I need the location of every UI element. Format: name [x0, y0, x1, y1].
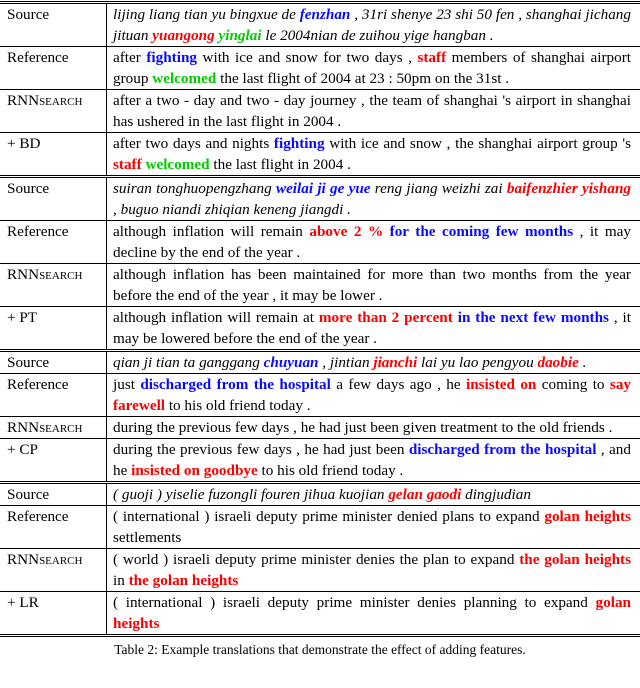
text-segment: , jintian: [318, 354, 374, 371]
table-row: [0, 46, 640, 89]
row-label: Reference: [0, 374, 107, 416]
highlight-blue: fenzhan: [299, 6, 351, 23]
text-segment: after two days and nights: [113, 135, 274, 152]
table-row: [0, 591, 640, 634]
table-row: [0, 263, 640, 306]
row-label: + LR: [0, 592, 107, 634]
text-segment: after a two - day and two - day journey , the team of shanghai 's airport in shanghai has ushered in the last flight in 2004 .: [113, 92, 631, 130]
row-label: Source: [0, 178, 107, 220]
text-segment: reng jiang weizhi zai: [370, 180, 507, 197]
row-content: [107, 4, 640, 46]
highlight-green: yinglai: [218, 27, 262, 44]
row-label: Reference: [0, 221, 107, 263]
text-segment: during the previous few days , he had just been: [113, 441, 409, 458]
text-segment: dingjudian: [461, 486, 531, 503]
row-content: [107, 506, 640, 548]
highlight-red: jianchi: [373, 354, 418, 371]
table-row: [0, 306, 640, 349]
highlight-red: golan heights: [113, 594, 631, 632]
highlight-red: insisted on goodbye: [131, 462, 258, 479]
text-segment: to his old friend today .: [165, 397, 311, 414]
table-row: [0, 89, 640, 132]
highlight-red: staff: [113, 156, 142, 173]
row-label: RNNsearch: [0, 264, 107, 306]
table-row: [0, 505, 640, 548]
row-content: [107, 439, 640, 481]
text-segment: with ice and snow , the shanghai airport group 's: [324, 135, 631, 152]
row-content: [107, 352, 640, 373]
table-row: [0, 373, 640, 416]
row-content: [107, 221, 640, 263]
highlight-green: welcomed: [152, 70, 217, 87]
highlight-red: more than 2 percent: [318, 309, 453, 326]
row-label: + BD: [0, 133, 107, 175]
highlight-blue: fighting: [273, 135, 325, 152]
highlight-blue: chuyuan: [263, 354, 319, 371]
table-row: [0, 132, 640, 175]
row-label: Source: [0, 352, 107, 373]
text-segment: , it may decline by the end of the year .: [113, 223, 632, 261]
highlight-red: above 2 %: [309, 223, 384, 240]
text-segment: .: [578, 354, 587, 371]
highlight-red: gelan gaodi: [388, 486, 462, 503]
text-segment: , 31ri shenye 23 shi 50 fen , shanghai jichang jituan: [113, 6, 631, 44]
text-segment: ( international ) israeli deputy prime minister denied plans to expand: [113, 508, 545, 525]
row-content: [107, 90, 640, 132]
row-label: RNNsearch: [0, 90, 107, 132]
row-label: Reference: [0, 506, 107, 548]
highlight-red: insisted on: [465, 376, 537, 393]
text-segment: , buguo niandi zhiqian keneng jiangdi .: [113, 201, 351, 218]
highlight-blue: in the next few months: [457, 309, 609, 326]
example-group: [0, 481, 640, 634]
text-segment: suiran tonghuopengzhang: [113, 180, 276, 197]
row-label: RNNsearch: [0, 549, 107, 591]
text-segment: members of shanghai airport group: [113, 49, 631, 87]
highlight-green: welcomed: [145, 156, 210, 173]
row-label: Source: [0, 4, 107, 46]
text-segment: although inflation will remain: [113, 223, 310, 240]
row-content: [107, 307, 640, 349]
highlight-red: yuangong: [152, 27, 215, 44]
example-group: [0, 349, 640, 481]
table-row: [0, 4, 640, 46]
text-segment: a few days ago , he: [330, 376, 466, 393]
row-label: RNNsearch: [0, 417, 107, 438]
row-content: [107, 592, 640, 634]
text-segment: le 2004nian de zuihou yige hangban .: [261, 27, 494, 44]
row-content: [107, 133, 640, 175]
table-caption: Table 2: Example translations that demonstrate the effect of adding features.: [114, 642, 526, 657]
row-label: Source: [0, 484, 107, 505]
row-content: [107, 47, 640, 89]
text-segment: , and he: [113, 441, 631, 479]
text-segment: although inflation has been maintained for more than two months from the year before the end of the year , it may be lower .: [113, 266, 631, 304]
highlight-blue: for the coming few months: [389, 223, 574, 240]
text-segment: coming to: [536, 376, 610, 393]
row-content: [107, 374, 640, 416]
row-label: Reference: [0, 47, 107, 89]
highlight-red: staff: [417, 49, 447, 66]
row-content: [107, 417, 640, 438]
text-segment: after: [113, 49, 147, 66]
row-label: + PT: [0, 307, 107, 349]
example-group: [0, 4, 640, 175]
highlight-red: baifenzhier yishang: [506, 180, 631, 197]
example-group: [0, 175, 640, 349]
row-label: + CP: [0, 439, 107, 481]
table-row: [0, 178, 640, 220]
highlight-blue: fighting: [146, 49, 197, 66]
table-row: [0, 484, 640, 505]
highlight-red: the golan heights: [128, 572, 239, 589]
text-segment: lijing liang tian yu bingxue de: [113, 6, 300, 23]
row-content: [107, 264, 640, 306]
highlight-blue: weilai ji ge yue: [275, 180, 371, 197]
table-row: [0, 220, 640, 263]
row-content: [107, 484, 640, 505]
text-segment: settlements: [113, 529, 182, 546]
text-segment: with ice and snow for two days ,: [196, 49, 418, 66]
text-segment: ( international ) israeli deputy prime minister denies planning to expand: [113, 594, 596, 611]
table-row: [0, 548, 640, 591]
text-segment: , it may be lowered before the end of the year .: [113, 309, 631, 347]
text-segment: ( guoji ) yiselie fuzongli fouren jihua kuojian: [113, 486, 389, 503]
text-segment: qian ji tian ta ganggang: [113, 354, 264, 371]
highlight-red: golan heights: [544, 508, 631, 525]
highlight-red: the golan heights: [519, 551, 631, 568]
table-row: [0, 416, 640, 438]
text-segment: during the previous few days , he had just been given treatment to the old friends .: [113, 419, 613, 436]
highlight-blue: discharged from the hospital: [140, 376, 331, 393]
text-segment: although inflation will remain at: [113, 309, 319, 326]
text-segment: the last flight in 2004 .: [209, 156, 351, 173]
row-content: [107, 178, 640, 220]
translation-examples-table: [0, 1, 640, 637]
text-segment: ( world ) israeli deputy prime minister denies the plan to expand: [113, 551, 520, 568]
highlight-red: daobie: [537, 354, 579, 371]
row-content: [107, 549, 640, 591]
table-row: [0, 438, 640, 481]
table-row: [0, 352, 640, 373]
text-segment: just: [113, 376, 141, 393]
highlight-red: say farewell: [113, 376, 632, 414]
text-segment: the last flight of 2004 at 23 : 50pm on the 31st .: [216, 70, 510, 87]
text-segment: lai yu lao pengyou: [417, 354, 538, 371]
text-segment: in: [113, 572, 129, 589]
highlight-blue: discharged from the hospital: [408, 441, 597, 458]
text-segment: to his old friend today .: [257, 462, 404, 479]
